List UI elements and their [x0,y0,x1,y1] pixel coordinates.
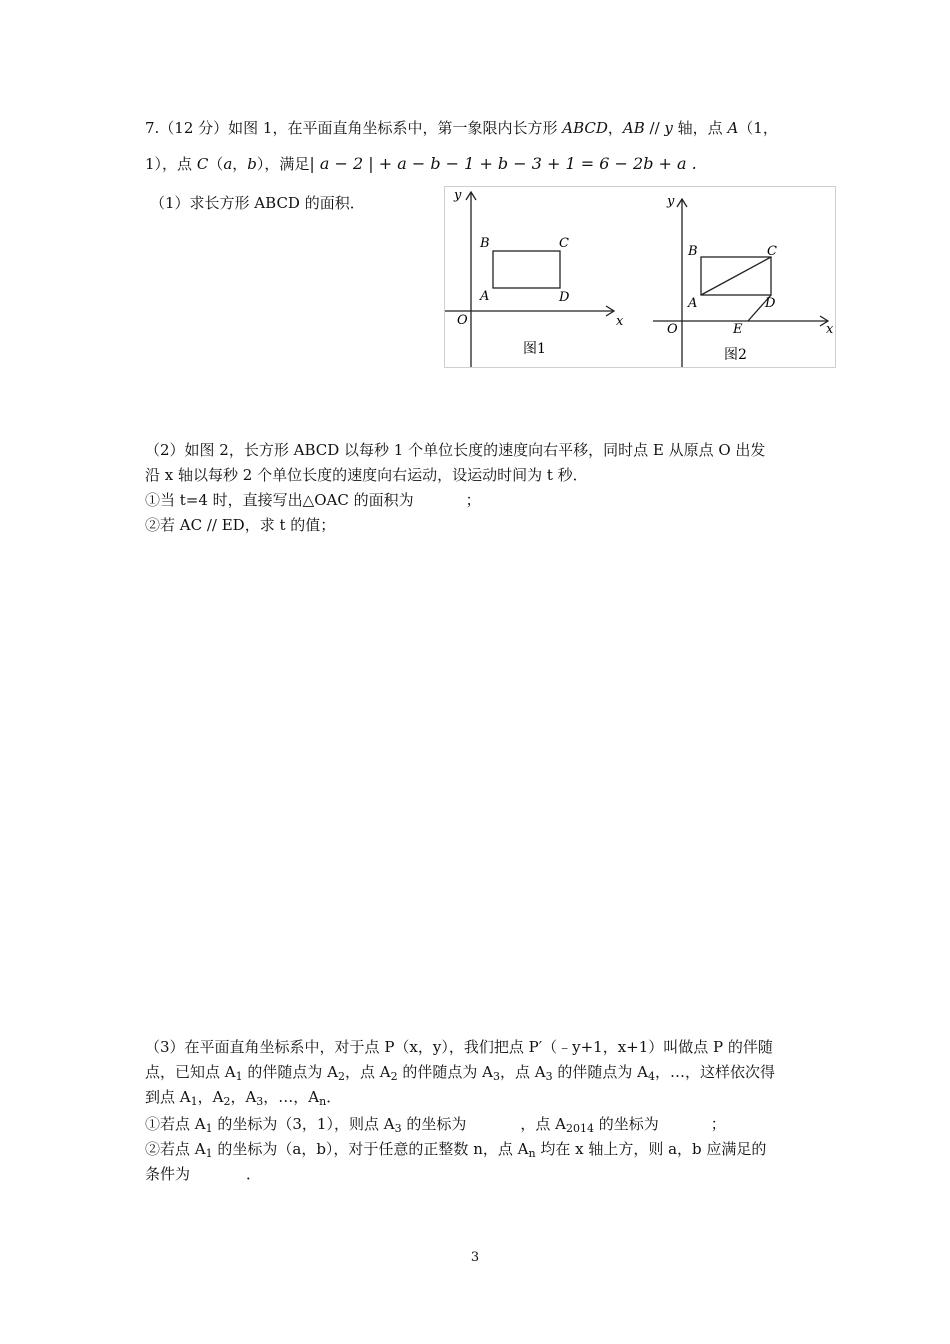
subscript: 2 [223,1095,231,1108]
text: （3）在平面直角坐标系中，对于点 P（x，y），我们把点 P′（﹣y+1，x+1）叫做点 P 的伴随 [145,1038,773,1056]
text: 7.（12 分）如图 1，在平面直角坐标系中，第一象限内长方形 [145,119,563,137]
subscript: 3 [394,1122,402,1135]
text: （ [208,155,224,173]
subscript: 2 [337,1070,345,1083]
part-1-question [150,192,365,214]
text: // [644,119,665,137]
part-3-line-1 [145,1036,773,1058]
text: （2）如图 2，长方形 ABCD 以每秒 1 个单位长度的速度向右平移，同时点 E 从原点 O 出发 [145,441,766,459]
page-number: 3 [470,1250,480,1265]
label-d-2: D [765,296,776,311]
text: ①当 t=4 时，直接写出△OAC 的面积为 [145,491,414,509]
problem-line-2 [145,153,697,175]
subscript: 2014 [565,1122,594,1135]
text: ． [326,1088,342,1106]
label-b-2: B [688,244,698,259]
text: 的坐标为 [401,1115,467,1133]
part-2-line-2 [145,464,588,486]
text: 的伴随点为 A [552,1063,648,1081]
var-a-point: A [727,119,739,137]
subscript: 3 [256,1095,264,1108]
caption-fig-2: 图2 [724,347,747,363]
text: 的坐标为（a，b），对于任意的正整数 n，点 A [212,1140,529,1158]
figure-1 [445,188,624,367]
var-c-point: C [196,155,209,173]
subscript: 3 [545,1070,553,1083]
text: 的伴随点为 A [397,1063,493,1081]
text: ，A [197,1088,224,1106]
label-o-2: O [667,322,678,337]
figures-svg [445,187,835,367]
text: 条件为 [145,1165,191,1183]
text: 沿 x 轴以每秒 2 个单位长度的速度向右运动，设运动时间为 t 秒． [145,466,588,484]
text: ， [607,119,623,137]
text: ，点 A [344,1063,391,1081]
label-b-1: B [480,236,490,251]
var-ab: AB [622,119,645,137]
part-2-q1 [145,489,481,511]
text: ，A [230,1088,257,1106]
text: ， [232,155,248,173]
text: ，点 A [499,1063,546,1081]
text: ． [246,1165,262,1183]
segment-ac [701,257,771,295]
rectangle-abcd-1 [493,251,560,288]
part-3-line-3 [145,1086,341,1113]
text: 轴，点 [672,119,728,137]
part-3-q2-cont [145,1163,261,1185]
var-abcd: ABCD [562,119,608,137]
text: ②若点 A [145,1140,206,1158]
label-x-2: x [826,322,834,337]
text: 的伴随点为 A [242,1063,338,1081]
label-e-2: E [733,322,743,337]
part-3-line-2 [145,1061,775,1088]
caption-fig-1: 图1 [523,341,546,357]
part-2-q2 [145,514,335,536]
label-d-1: D [559,290,570,305]
text: ，…，这样依次得 [654,1063,775,1081]
subscript: 2 [390,1070,398,1083]
text: 均在 x 轴上方，则 a，b 应满足的 [535,1140,767,1158]
subscript: 3 [492,1070,500,1083]
text: 1），点 [145,155,197,173]
var-y: y [664,119,673,137]
label-x-1: x [616,314,624,329]
text: ①若点 A [145,1115,206,1133]
text: ②若 AC // ED，求 t 的值； [145,516,336,534]
var-a: a [223,155,233,173]
subscript: 1 [205,1122,213,1135]
subscript: 4 [647,1070,655,1083]
text: 点，已知点 A [145,1063,236,1081]
var-b: b [247,155,257,173]
part-2-line-1 [145,439,765,461]
text: ，点 A [520,1115,566,1133]
text: ； [465,491,481,509]
text: （1， [738,119,778,137]
text: 的坐标为（3，1），则点 A [212,1115,395,1133]
subscript: 1 [235,1070,243,1083]
part-3-q2 [145,1138,766,1165]
text: 的坐标为 [593,1115,659,1133]
text: （1）求长方形 ABCD 的面积． [150,194,365,212]
problem-line-1 [145,117,778,139]
label-y-1: y [454,188,462,203]
coordinate-figures [444,186,836,368]
label-a-1: A [480,289,490,304]
label-a-2: A [688,296,698,311]
subscript: n [319,1095,327,1108]
text: ），满足 [256,155,310,173]
label-c-1: C [559,236,569,251]
subscript: 1 [205,1147,213,1160]
subscript: 1 [190,1095,198,1108]
figure-2 [653,194,834,367]
condition-formula: | a − 2 | + a − b − 1 + b − 3 + 1 = 6 − 2b + a . [309,154,697,173]
label-y-2: y [667,194,675,209]
subscript: n [528,1147,536,1160]
text: ； [710,1115,726,1133]
label-c-2: C [767,244,777,259]
label-o-1: O [457,313,468,328]
part-3-q1 [145,1113,726,1140]
text: 到点 A [145,1088,191,1106]
text: ，…，A [263,1088,320,1106]
